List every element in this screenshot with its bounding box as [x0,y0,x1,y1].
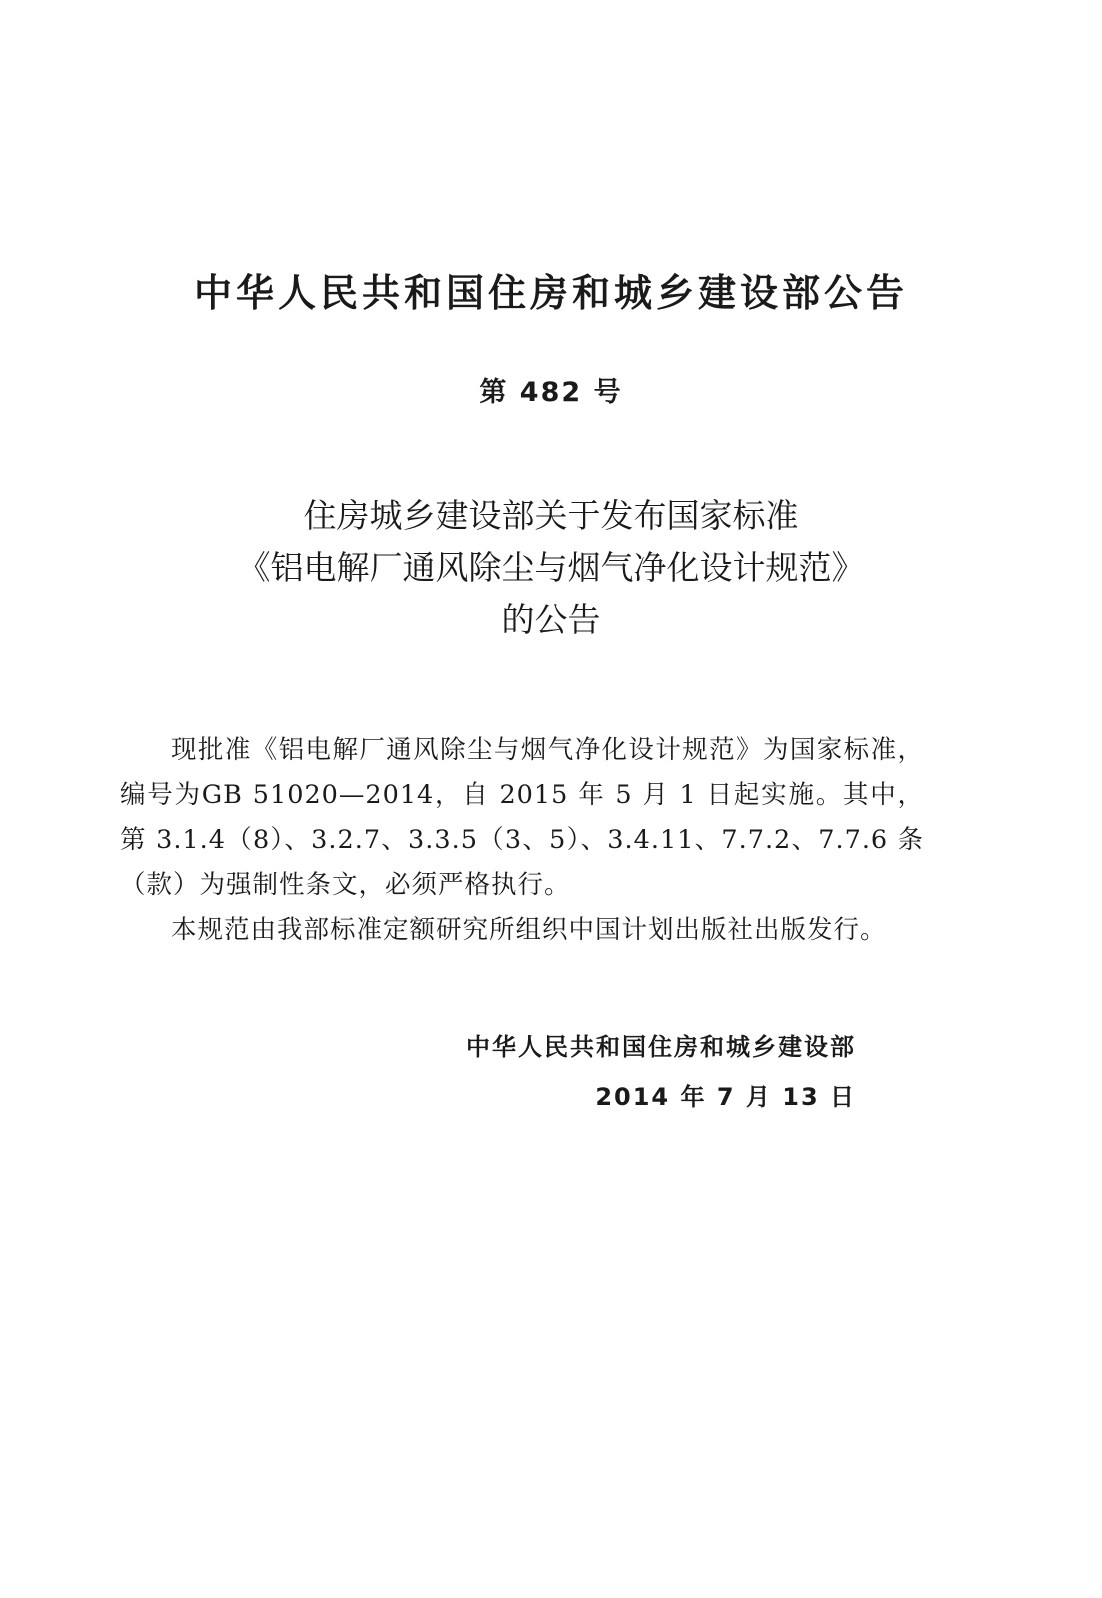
heading-line: 的公告 [501,600,601,639]
notice-body [120,728,924,953]
notice-number: 第 482 号 [479,377,623,408]
signature-date: 2014 年 7 月 13 日 [595,1083,856,1111]
heading-line: 《铝电解厂通风除尘与烟气净化设计规范》 [237,548,865,587]
heading-line: 住房城乡建设部关于发布国家标准 [303,496,799,535]
issuer-title: 中华人民共和国住房和城乡建设部公告 [193,271,908,315]
notice-heading [0,490,1102,646]
signature-organization: 中华人民共和国住房和城乡建设部 [466,1033,856,1061]
signature-block [466,1022,856,1122]
body-paragraph: 现批准《铝电解厂通风除尘与烟气净化设计规范》为国家标准，编号为GB 51020—2014，自 2015 年 5 月 1 日起实施。其中，第 3.1.4（8）、3.2.7、3.3.5（3、5）、3.4.11、7.7.2、7.7.6 条（款）为强制性条文，必须严格执行。 [120,735,924,900]
body-paragraph: 本规范由我部标准定额研究所组织中国计划出版社出版发行。 [171,915,887,945]
